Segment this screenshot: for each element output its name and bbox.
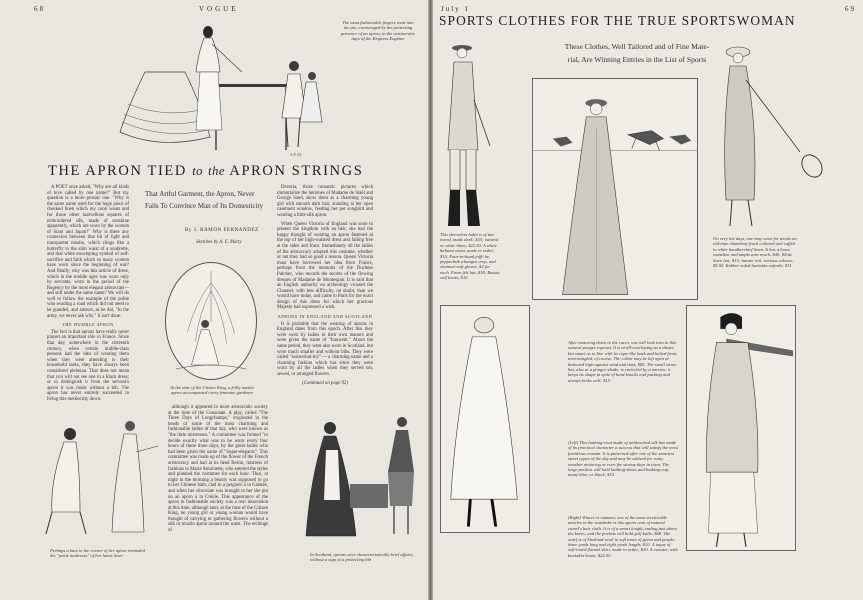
running-head-date: July 1 xyxy=(441,5,470,13)
caption-oval: At the time of the Citizen King, a frilly muslin apron accompanied every feminine gardener xyxy=(170,385,254,396)
col1-paragraph-2: The fact is that aprons have really never played an important rôle in France. Since that day, somewhere in the sixteenth century, when certain middle-class persons had the idea of wearing them when they were attending to their household tasks, they have always been considered plebeian. That does not mean that you will not see one in a black dress; or to distinguish it from the servant's apron it was made without a bib. The apron has never entirely succeeded in living this mediocrity down. xyxy=(47,329,129,402)
camel-coat-illustration xyxy=(686,305,796,551)
sports-deck-line-1: These Clothes, Well Tailored and of Fine Mate- xyxy=(564,42,710,51)
title-end: APRON STRINGS xyxy=(229,163,364,179)
svg-text:A.E.M.: A.E.M. xyxy=(290,152,302,157)
continued-note: (Continued on page 92) xyxy=(302,380,348,386)
scotland-illustration xyxy=(290,410,420,548)
byline: By J. RAMON FERNANDEZ xyxy=(185,228,259,233)
scottish-women-drawing xyxy=(290,410,420,548)
caption-top: The most fashionable fingers went into the pie, encouraged by the protecting presence of an apron, in the aristocratic days of the Empress Eugénie xyxy=(341,20,415,42)
caption-bathing: (Left) This bathing-coat made of unbleached silk has made of its practical character a success that will satisfy the most fastidious woman. It is patterned after one of the smartest street capes of the day and may be utilized for rainy weather motoring or even for stormy days in town. The large pockets will hold bathing-shoes and bathing-cap, many blue, or black; $15 xyxy=(568,440,678,478)
bathing-coat-illustration xyxy=(440,305,530,533)
tennis-frock-illustration xyxy=(708,40,828,230)
tennis-figure xyxy=(708,40,828,230)
racecourse-figure xyxy=(533,79,697,299)
col2-paragraph-2: When Queen Victoria of England was soon to present the kingdom with an heir, she had the happy thought of wearing an apron fastened at the top of her high-waisted dress and falling free at the sides and front. Immediately all the ladies of the aristocracy adopted this costume, whether or not they had so good a reason. Queen Victoria must have borrowed her idea from France, perhaps from the memoirs of the Duchess Pulchec, who records the secrets of the flowing dresses of Madame de Montespan. It is said that an English authority on archeology crossed the Channel, with less difficulty, no doubt, than we would have today, and came to Paris for the exact design of this dress for which her gracious Majesty had expressed a wish. xyxy=(277,221,373,311)
riding-habit-figure xyxy=(440,40,495,232)
article-title xyxy=(48,163,363,180)
col1-paragraph-1: A POET once asked, "Why are all kinds of love called by one name?" But my question is a more prosaic one. "Why is the same name used for the huge piece of checked linen which my cook wears and for those other marvellous squares of embroidered silk, made of sunshine apparently, which are worn by the women of Siam and Japan?" Why is there any connexion between that bit of light and transparent muslin, which clings like a butterfly to the slim waist of a soubrette, and that white enveloping symbol of self-sacrifice and faith which so many women have worn since the beginning of war? And finally, why was this article of dress, which in the middle ages was worn only by servants, worn in the period of the Regency by the most elegant aristocrats—and still under the same name? We will do well to follow the example of the polite who evading a road which did not need to be guarded, and answer, as he did, "In the army, we never ask why." It isn't done. xyxy=(47,185,129,319)
petite-maitresse-illustration xyxy=(40,412,160,540)
gardener-drawing xyxy=(166,263,256,379)
running-head-vogue: VOGUE xyxy=(199,5,239,13)
caption-left: Perhaps a knot in the corner of her apron reminded the "petite maîtresse" of her latest lover xyxy=(50,548,145,559)
caption-winter: (Right) Winter or summer, one of the most serviceable articles in the wardrobe is this sports coat of natural camel's hair cloth. It is of a smart length, ending just above the knees, and the pockets will hold golf balls; $68. The scarf is of Shetland wool in soft tones of green and purple; three yards long and eight yards length; $10. A toque of soft-toned flannel shirt, made to order; $20. A sweater, with buckskin boots; $22.50 xyxy=(568,515,678,558)
column-bottom xyxy=(168,405,268,537)
page-number-left: 68 xyxy=(34,5,45,13)
section-heading-england-scotland: APRONS IN ENGLAND AND SCOTLAND xyxy=(277,314,373,320)
camel-coat-figure xyxy=(687,306,795,550)
racecourse-illustration xyxy=(532,78,698,300)
apron-pie-illustration xyxy=(100,22,340,158)
title-the: the xyxy=(208,164,225,178)
deck-line-1: That Artful Garment, the Apron, Never xyxy=(145,190,255,198)
caption-right: In Scotland, aprons were characteristically brief affairs, without a sign of a protecting bib xyxy=(310,552,414,563)
column-2 xyxy=(277,185,373,386)
bathing-coat-figure xyxy=(441,306,529,532)
left-page xyxy=(0,0,428,600)
caption-tennis: On very hot days, one may wear for tennis an old-time chambray frock collared and cuffed in white handkerchief linen. It has a loose waistline and ample arm reach. $40. White linen hat; $15; haram veil, various colours; $5.50. Rubber-soled buckskin oxfords; $11 xyxy=(713,236,797,269)
col-bottom-paragraph: although it appeared in more aristocratic society at the time of the Consulate. A play, called "The Three Days of Longchamps," originated in the heads of some of the most charming and fashionable ladies of that day, who were known as "the little mistresses." A committee was formed "to decide exactly what was to be worn every four hours of these three days, by the great ladies who had been given the name of "Super-elegants". This committee was made up of the flower of the French aristocracy and had at its head Bertin, mistress of fashions to Marie Antoinette, who entered the styles and planned the costumes for each hour. Thus, at night in the morning a beauty was supposed to go to her Chinese bath, clad in a peignoir à la Galatée, and when her chocolate was brought to her she put on an apron à la Créole. This appearance of the apron in fashionable society was a real innovation at this time, although later, at the time of the Citizen King, no young girl or young woman would have thought of carrying or gathering flowers without a silk or muslin apron around the waist. The etchings of xyxy=(168,405,268,534)
col2-paragraph-1: Deveria, those romantic pictures which immortalize the heroines of Madame de Staël and George Sand, show them as a charming young girl with smooth dark hair, standing at her open casement window, feeding her pet songbird and wearing a little silk apron. xyxy=(277,185,373,218)
oval-gardener-illustration xyxy=(165,262,257,380)
sports-title: SPORTS CLOTHES FOR THE TRUE SPORTSWOMAN xyxy=(439,13,796,28)
caption-motor: After motoring down to the races, one will look trim in this natural pongee topcoat. It is at all-enveloping as a duster, but smart as to line with its cape-like back and belted front, trim-mingled, of course. The collar may be left open or buttoned high against wind and dust; $85. The small straw hat, also at a pongee shade, is encircled by a narrow; it keeps its shape in spite of hard knocks and packing and always looks well; $15 xyxy=(568,340,678,383)
sketch-credit: Sketches by A. E. Marty xyxy=(196,240,242,245)
page-number-right: 69 xyxy=(845,5,856,13)
title-main: THE APRON TIED xyxy=(48,163,187,179)
col2-paragraph-3: It is probable that the wearing of aprons in England dates from this epoch. After this they were worn by ladies in their own manors and were given the name of "Innocent." About the same period, they were also worn in Scotland, but were much smaller and without bibs. They were called "somewhat-my" — a charming name and a charming fashion which has since they were worn by all the ladies when they served tea, sewed, or arranged flowers. xyxy=(277,321,373,377)
title-to: to xyxy=(192,164,203,178)
two-women-drawing xyxy=(40,412,160,540)
empress-era-drawing xyxy=(100,22,340,158)
caption-hunt: This sleeveless habit is of tan tweed, made dark; $35; natural or white linen; $22.50. A white habutai waist, made to order; $10. Four-in-hand jaffé tie, pepperlink whangee crop, and chamois-soft gloves; $2 for each. Fawn felt hat, $18; Russia calf boots; $16 xyxy=(440,232,500,281)
riding-habit-illustration xyxy=(440,40,495,232)
deck-line-2: Fails To Convince Man of Its Domesticity xyxy=(145,202,263,210)
section-heading-humble-apron: THE HUMBLE APRON xyxy=(62,322,114,328)
column-1 xyxy=(47,185,129,406)
sports-deck-line-2: rial, Are Winning Entries in the List of Sports xyxy=(567,54,707,64)
